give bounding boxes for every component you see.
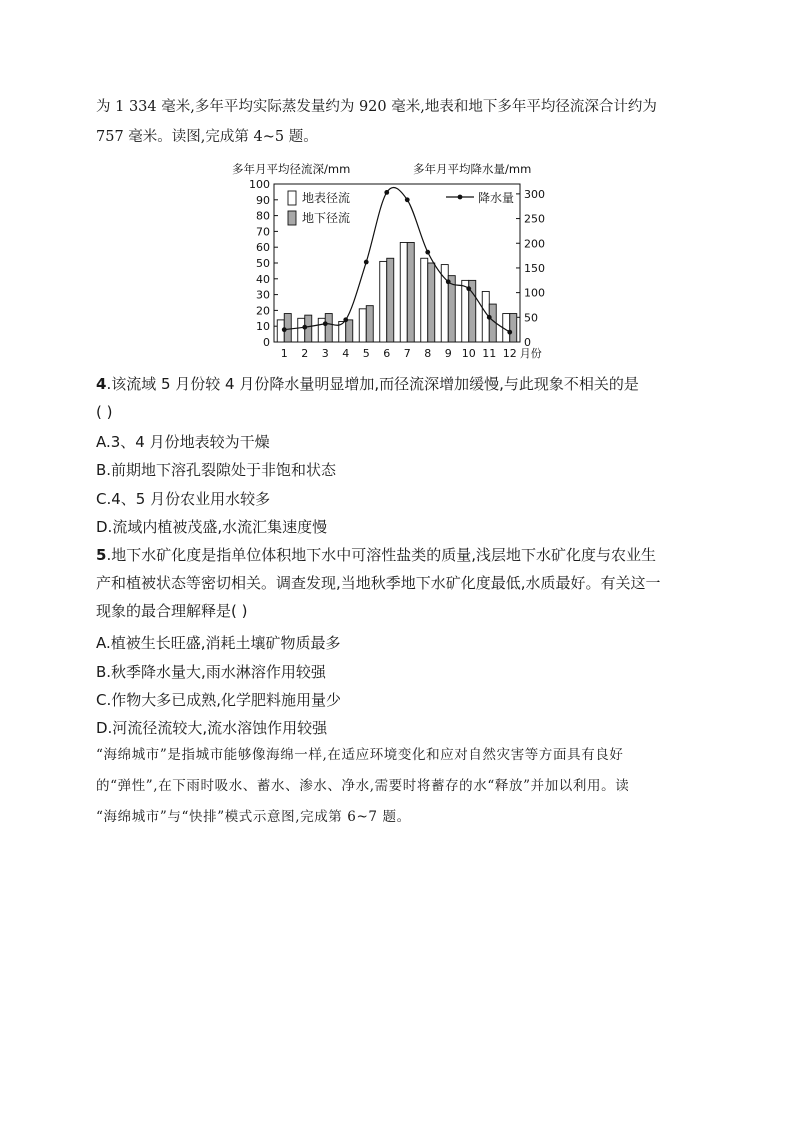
x-tick-label: 8 — [424, 347, 432, 360]
left-tick-label: 50 — [256, 257, 270, 270]
left-tick-label: 0 — [263, 336, 270, 349]
q5-option-b: B.秋季降水量大,雨水淋溶作用较强 — [96, 663, 326, 681]
surface-runoff-bar — [380, 261, 387, 342]
left-tick-label: 90 — [256, 193, 270, 207]
q5-option-a: A.植被生长旺盛,消耗土壤矿物质最多 — [96, 634, 341, 652]
precipitation-point — [405, 197, 410, 202]
left-tick-label: 60 — [256, 241, 270, 255]
left-tick-label: 40 — [256, 272, 270, 286]
left-tick-label: 70 — [256, 225, 270, 239]
x-tick-label: 7 — [403, 347, 411, 360]
underground-runoff-bar — [387, 258, 394, 342]
q4-option-d: D.流域内植被茂盛,水流汇集速度慢 — [96, 518, 328, 536]
precipitation-point — [302, 325, 307, 330]
right-tick-label: 50 — [524, 311, 538, 325]
x-tick-label: 12 — [502, 347, 517, 360]
question-5-stem-3: 现象的最合理解释是( ) — [96, 602, 248, 620]
surface-runoff-bar — [298, 318, 305, 342]
right-axis-title: 多年月平均降水量/mm — [413, 162, 532, 176]
left-tick-label: 20 — [256, 304, 270, 318]
q4-option-c: C.4、5 月份农业用水较多 — [96, 490, 271, 508]
legend-underground-label: 地下径流 — [302, 211, 351, 225]
precipitation-point — [323, 321, 328, 326]
underground-runoff-bar — [510, 314, 517, 342]
underground-runoff-bar — [448, 276, 455, 342]
sponge-line-3: “海绵城市”与“快排”模式示意图,完成第 6~7 题。 — [96, 809, 411, 825]
x-tick-label: 4 — [342, 347, 350, 360]
precipitation-point — [343, 317, 348, 322]
intro-line-1: 为 1 334 毫米,多年平均实际蒸发量约为 920 毫米,地表和地下多年平均径流深合计约为 — [96, 99, 657, 115]
x-axis-unit: 月份 — [519, 347, 542, 360]
precipitation-point — [507, 330, 512, 335]
precipitation-point — [364, 260, 369, 265]
question-5-stem-2: 产和植被状态等密切相关。调查发现,当地秋季地下水矿化度最低,水质最好。有关这一 — [96, 574, 661, 592]
x-tick-label: 11 — [482, 347, 497, 360]
q4-option-a: A.3、4 月份地表较为干燥 — [96, 433, 270, 451]
x-tick-label: 6 — [383, 347, 391, 360]
left-tick-label: 80 — [256, 209, 270, 223]
surface-runoff-bar — [421, 258, 428, 342]
x-tick-label: 9 — [444, 347, 452, 360]
legend-surface-swatch — [288, 191, 296, 205]
sponge-line-2: 的“弹性”,在下雨时吸水、蓄水、渗水、净水,需要时将蓄存的水“释放”并加以利用。读 — [96, 778, 630, 794]
right-tick-label: 0 — [524, 336, 531, 349]
intro-passage — [96, 92, 706, 152]
underground-runoff-bar — [325, 314, 332, 342]
intro-line-2: 757 毫米。读图,完成第 4~5 题。 — [96, 129, 318, 145]
left-tick-label: 30 — [256, 288, 270, 302]
surface-runoff-bar — [359, 309, 366, 342]
legend-surface-label: 地表径流 — [302, 191, 351, 205]
legend-precip-label: 降水量 — [478, 191, 515, 205]
q4-option-b: B.前期地下溶孔裂隙处于非饱和状态 — [96, 461, 337, 479]
question-4 — [96, 370, 716, 426]
precipitation-point — [282, 327, 287, 332]
x-tick-label: 3 — [321, 347, 329, 360]
question-4-stem: .该流域 5 月份较 4 月份降水量明显增加,而径流深增加缓慢,与此现象不相关的是 — [106, 375, 639, 393]
underground-runoff-bar — [407, 242, 414, 342]
right-tick-label: 300 — [524, 187, 545, 201]
precipitation-point — [425, 250, 430, 255]
left-tick-label: 10 — [256, 320, 270, 334]
precipitation-point — [487, 315, 492, 320]
legend-precip-marker — [458, 195, 463, 200]
q5-option-c: C.作物大多已成熟,化学肥料施用量少 — [96, 691, 342, 709]
right-tick-label: 250 — [524, 212, 545, 226]
x-tick-label: 2 — [301, 347, 309, 360]
right-tick-label: 150 — [524, 261, 545, 275]
question-5-number: 5 — [96, 546, 107, 564]
left-tick-label: 100 — [249, 178, 270, 191]
sponge-city-passage — [96, 740, 700, 833]
question-5 — [96, 541, 716, 625]
sponge-line-1: “海绵城市”是指城市能够像海绵一样,在适应环境变化和应对自然灾害等方面具有良好 — [96, 747, 624, 763]
surface-runoff-bar — [400, 242, 407, 342]
left-axis-title: 多年月平均径流深/mm — [232, 162, 351, 176]
question-4-blank: ( ) — [96, 403, 113, 421]
legend-underground-swatch — [288, 211, 296, 225]
underground-runoff-bar — [346, 320, 353, 342]
x-tick-label: 10 — [461, 347, 476, 360]
question-5-stem-1: .地下水矿化度是指单位体积地下水中可溶性盐类的质量,浅层地下水矿化度与农业生 — [106, 546, 656, 564]
right-tick-label: 200 — [524, 237, 545, 251]
x-tick-label: 5 — [362, 347, 370, 360]
chart-svg — [230, 158, 570, 368]
underground-runoff-bar — [428, 263, 435, 342]
underground-runoff-bar — [366, 306, 373, 342]
runoff-precipitation-chart — [230, 158, 570, 368]
question-4-number: 4 — [96, 375, 107, 393]
precipitation-point — [384, 190, 389, 195]
q5-option-d: D.河流径流较大,流水溶蚀作用较强 — [96, 719, 328, 737]
x-tick-label: 1 — [280, 347, 288, 360]
precipitation-point — [466, 286, 471, 291]
right-tick-label: 100 — [524, 286, 545, 300]
precipitation-point — [446, 279, 451, 284]
